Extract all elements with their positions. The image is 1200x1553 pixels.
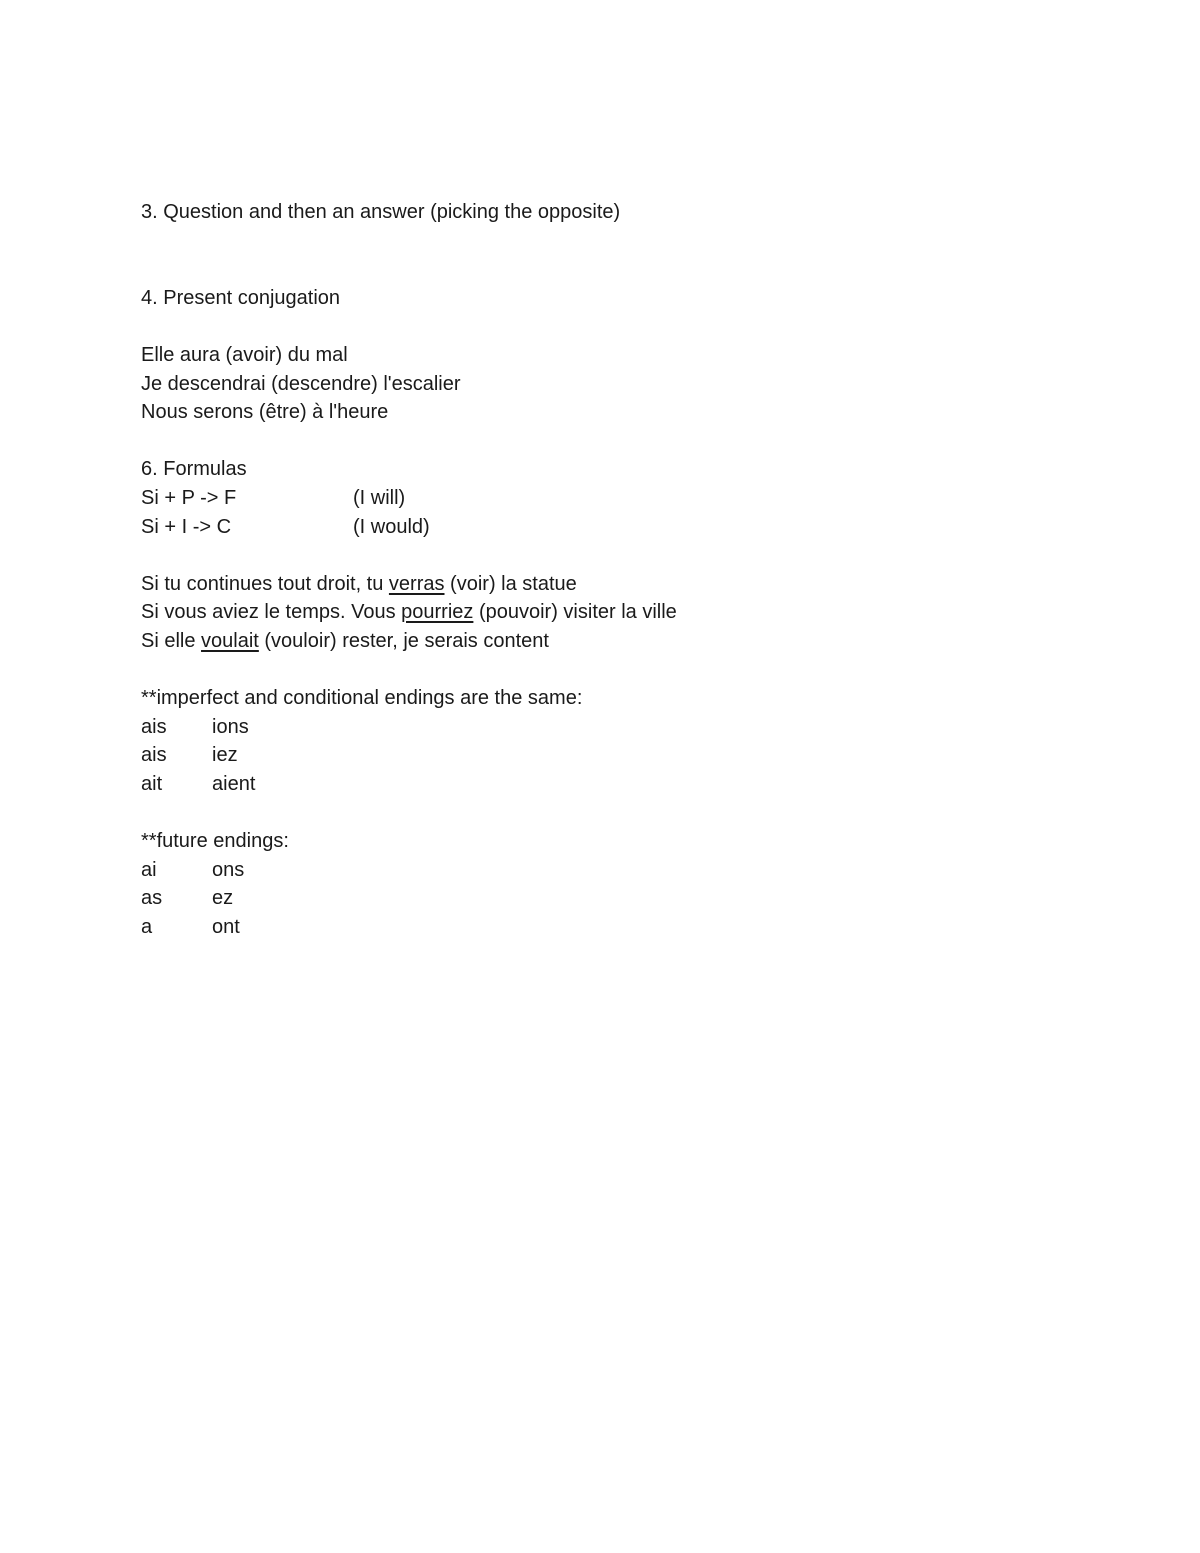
underlined-verb: verras [388,572,445,595]
sentence-start: Si tu continues tout droit, tu [141,572,389,595]
ending-row [141,913,1041,942]
section-4-heading: 4. Present conjugation [141,286,341,309]
ending-singular: as [141,887,163,910]
ending-row [141,884,1041,913]
ending-plural: ont [212,915,240,938]
sentence-end: (voir) la statue [444,572,577,595]
section-6-heading: 6. Formulas [141,458,247,481]
sentence-start: Si vous aviez le temps. Vous [141,601,402,624]
formula-row [141,513,1041,542]
formula-meaning: (I will) [353,486,406,509]
underlined-verb: voulait [201,629,259,652]
formula-rule: Si + I -> C [141,515,232,538]
conjugation-example: Elle aura (avoir) du mal [141,343,348,366]
ending-plural: ons [212,858,245,881]
ending-row [141,713,1041,742]
example-sentence [141,627,1041,656]
conjugation-example: Nous serons (être) à l'heure [141,401,389,424]
document-body [141,198,1041,941]
ending-plural: iez [212,744,238,767]
ending-row [141,770,1041,799]
ending-plural: ions [212,715,249,738]
imperfect-conditional-note: **imperfect and conditional endings are the same: [141,687,583,710]
sentence-end: (vouloir) rester, je serais content [258,629,549,652]
ending-singular: ait [141,772,163,795]
formula-meaning: (I would) [353,515,430,538]
underlined-verb: pourriez [401,601,474,624]
example-sentence [141,598,1041,627]
conjugation-example: Je descendrai (descendre) l'escalier [141,372,461,395]
ending-singular: a [141,915,153,938]
sentence-end: (pouvoir) visiter la ville [473,601,677,624]
ending-singular: ai [141,858,157,881]
ending-row [141,856,1041,885]
formula-rule: Si + P -> F [141,486,237,509]
ending-plural: ez [212,887,234,910]
ending-row [141,741,1041,770]
section-3-heading: 3. Question and then an answer (picking the opposite) [141,201,621,223]
example-sentence [141,570,1041,599]
ending-singular: ais [141,715,167,738]
formula-row [141,484,1041,513]
ending-singular: ais [141,744,167,767]
sentence-start: Si elle [141,629,202,652]
ending-plural: aient [212,772,256,795]
future-endings-note: **future endings: [141,830,289,853]
